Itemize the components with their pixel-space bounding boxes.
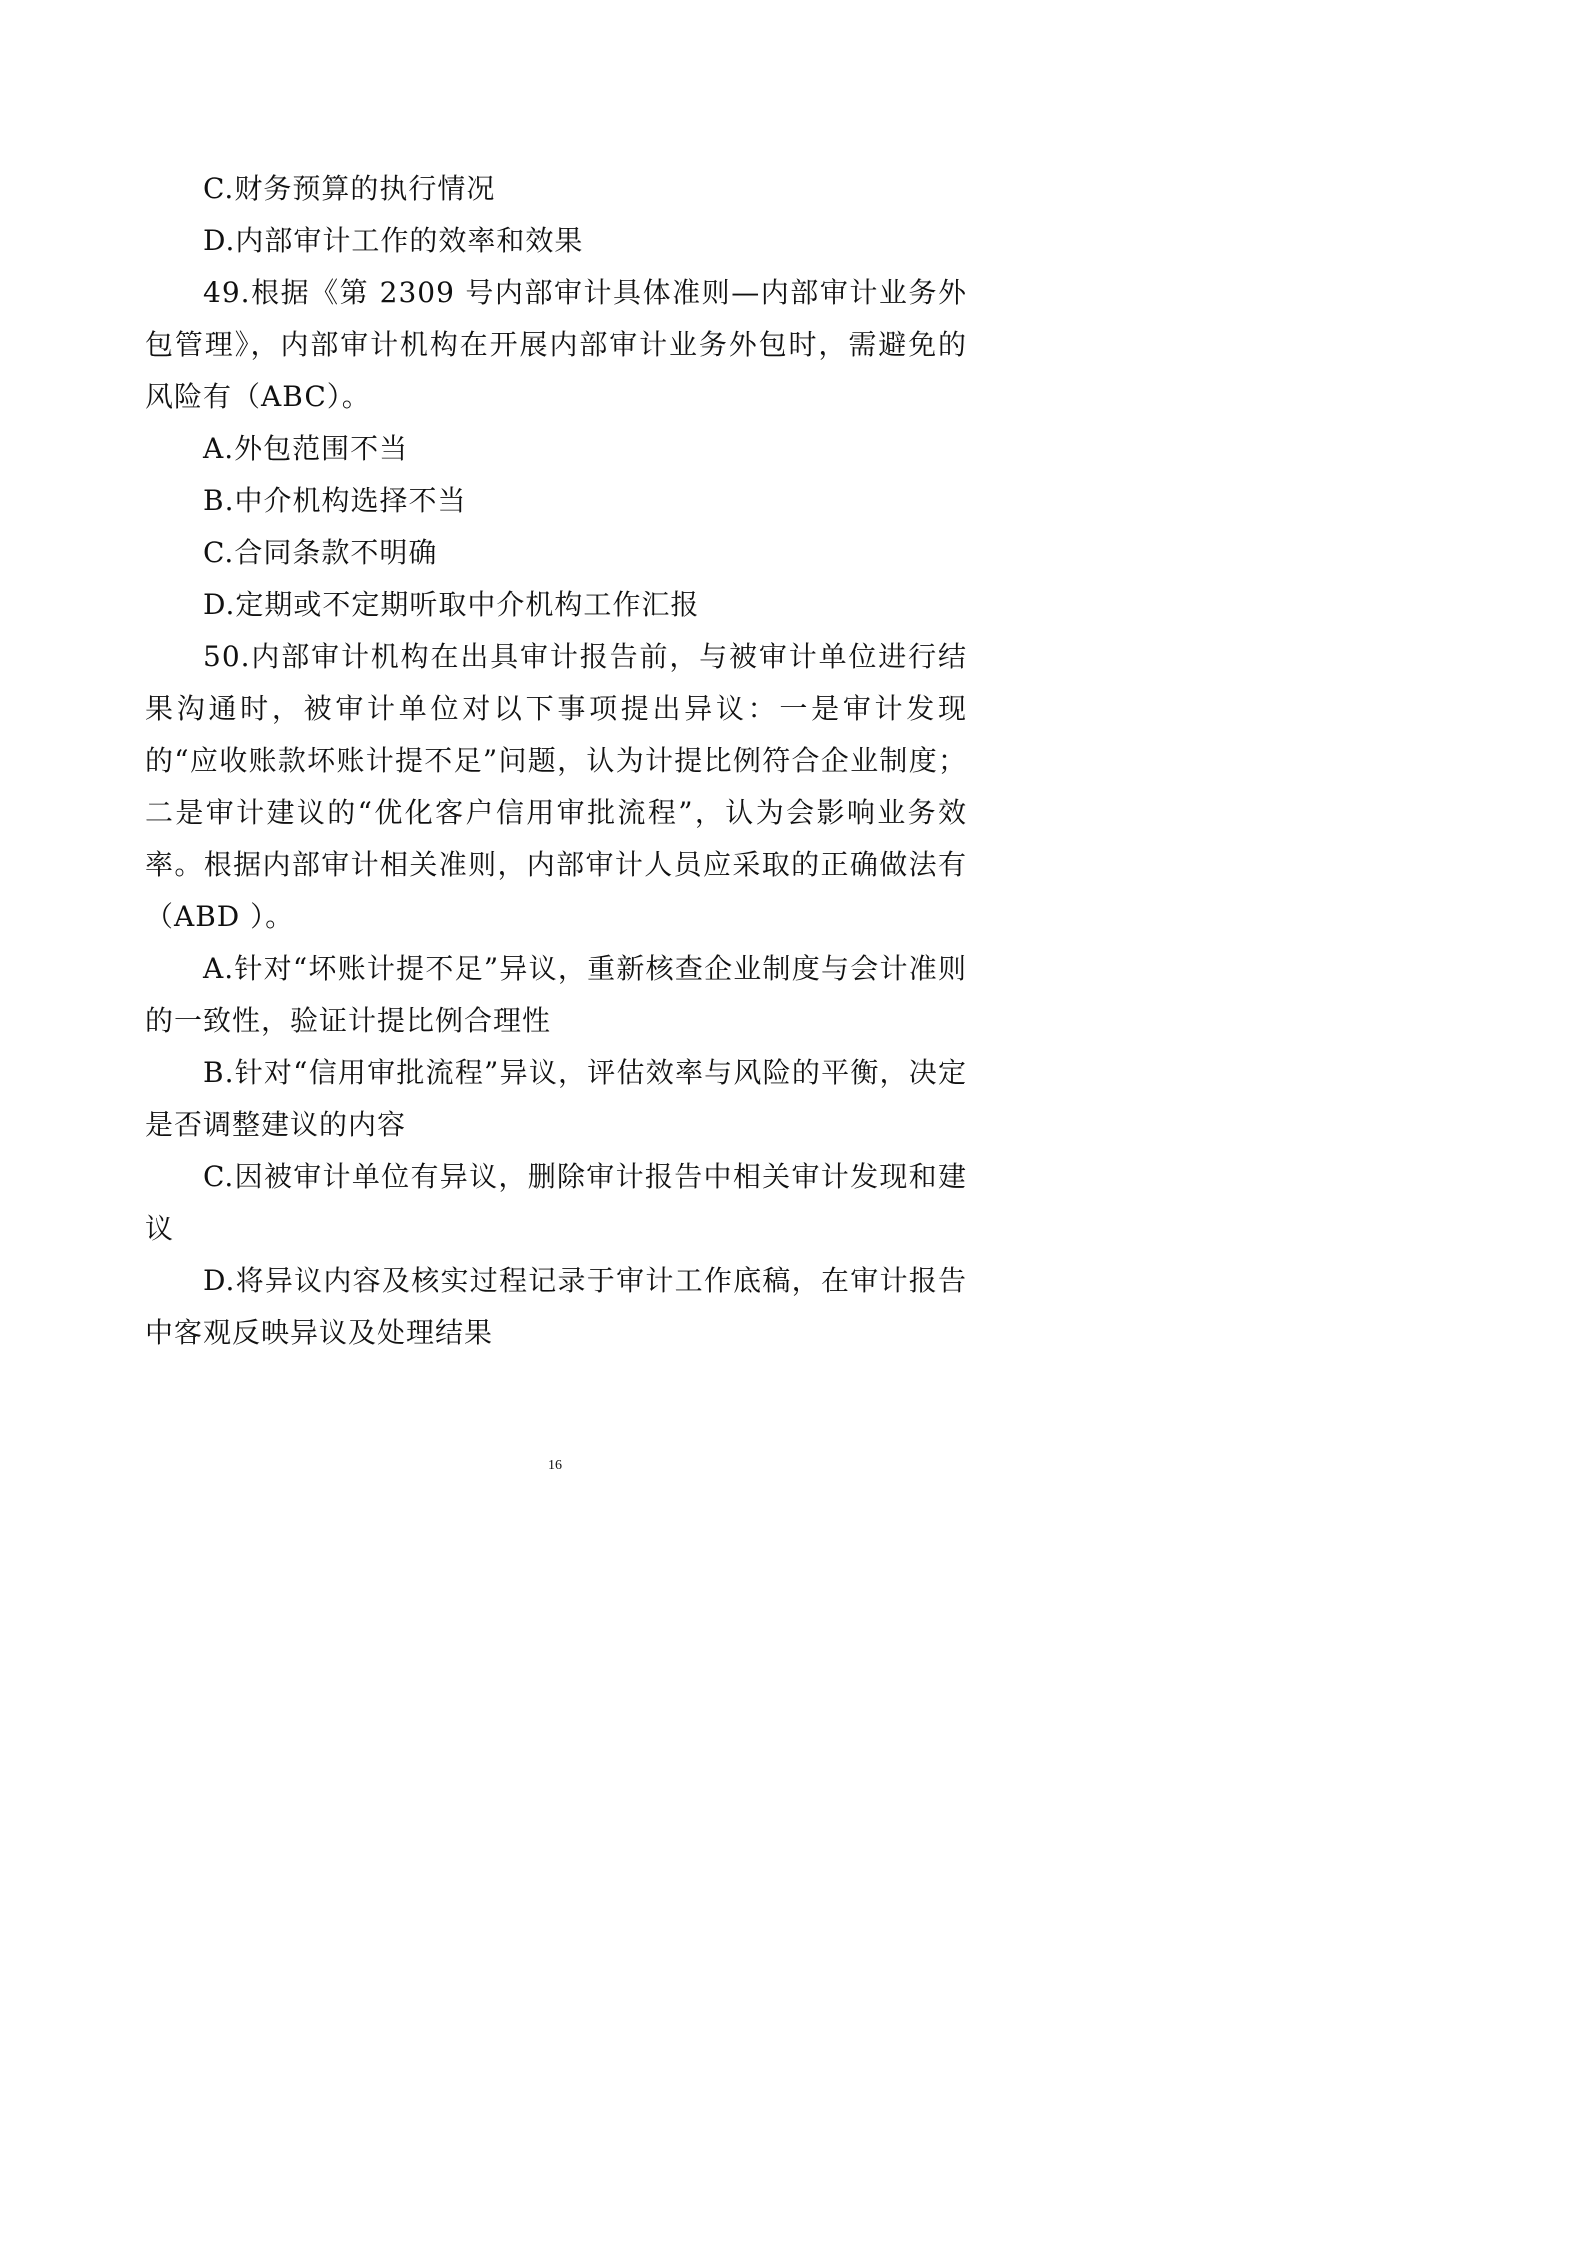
page-body [145, 163, 967, 1359]
option-a-q49: A.外包范围不当 [203, 432, 409, 465]
question-49: 49.根据《第 2309 号内部审计具体准则—内部审计业务外包管理》，内部审计机构在开展内部审计业务外包时，需避免的风险有（ABC）。 [145, 276, 967, 413]
option-b-q50: B.针对“信用审批流程”异议，评估效率与风险的平衡，决定是否调整建议的内容 [145, 1056, 967, 1141]
option-c-q50: C.因被审计单位有异议，删除审计报告中相关审计发现和建议 [145, 1160, 967, 1245]
option-c-q49: C.合同条款不明确 [203, 536, 438, 569]
option-d-q50: D.将异议内容及核实过程记录于审计工作底稿，在审计报告中客观反映异议及处理结果 [145, 1264, 967, 1349]
document-page [0, 0, 1110, 1558]
option-a-q50: A.针对“坏账计提不足”异议，重新核查企业制度与会计准则的一致性，验证计提比例合理性 [145, 952, 967, 1037]
option-b-q49: B.中介机构选择不当 [203, 484, 467, 517]
page-number: 16 [548, 1458, 562, 1473]
question-50: 50.内部审计机构在出具审计报告前，与被审计单位进行结果沟通时，被审计单位对以下事项提出异议：一是审计发现的“应收账款坏账计提不足”问题，认为计提比例符合企业制度；二是审计建议的“优化客户信用审批流程”，认为会影响业务效率。根据内部审计相关准则，内部审计人员应采取的正确做法有（ABD ）。 [145, 640, 967, 933]
option-c-q48: C.财务预算的执行情况 [203, 172, 496, 205]
option-d-q48: D.内部审计工作的效率和效果 [203, 224, 584, 257]
option-d-q49: D.定期或不定期听取中介机构工作汇报 [203, 588, 700, 621]
